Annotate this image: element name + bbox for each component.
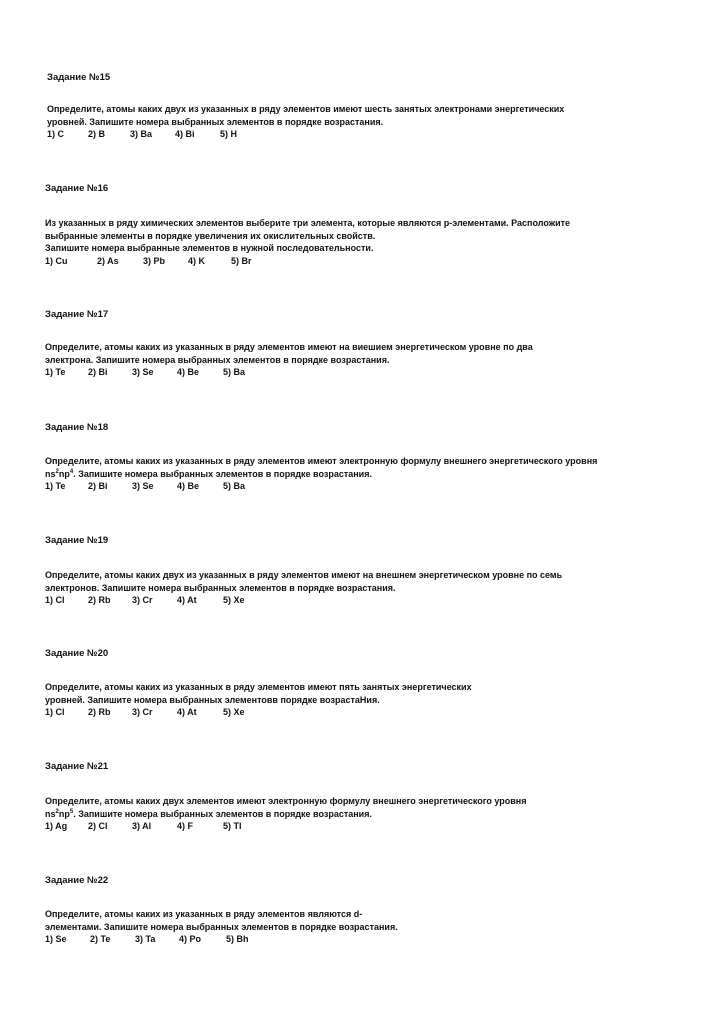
answer-option: 2) Rb <box>88 595 111 605</box>
answer-option: 4) K <box>188 255 206 266</box>
task-22 <box>45 875 665 946</box>
question-line: уровней. Запишите номера выбранных элементов в порядке возрастания. <box>47 116 384 127</box>
answer-option: 2) B <box>88 129 106 139</box>
answer-option: 4) Po <box>179 934 202 944</box>
answer-options <box>45 366 665 379</box>
formula-np: np <box>58 808 70 819</box>
question-line: элементами. Запишите номера выбранных элементов в порядке возрастания. <box>45 921 398 932</box>
formula-line <box>45 808 665 821</box>
task-16 <box>45 183 665 267</box>
answer-option: 5) Ba <box>223 367 246 377</box>
task-title: Задание №17 <box>45 309 109 320</box>
formula-np-exponent: 5 <box>69 808 74 815</box>
formula-ns: ns <box>45 468 56 479</box>
task-title: Задание №22 <box>45 875 109 886</box>
answer-option: 2) Bi <box>88 481 108 491</box>
answer-option: 5) Br <box>231 255 252 266</box>
formula-ns-exponent: 2 <box>55 468 59 475</box>
answer-option: 4) Be <box>177 367 200 377</box>
answer-option: 4) Be <box>177 481 200 491</box>
answer-option: 3) Ba <box>130 129 153 139</box>
formula-ns-exponent: 2 <box>55 808 59 815</box>
answer-option: 2) Bi <box>88 367 108 377</box>
task-title: Задание №19 <box>45 535 109 546</box>
task-19 <box>45 535 665 607</box>
answer-options <box>45 480 665 493</box>
answer-option: 4) Bi <box>175 129 195 139</box>
task-18 <box>45 422 665 493</box>
question-line: Определите, атомы каких из указанных в ряду элементов являются d- <box>45 909 363 919</box>
answer-options <box>45 255 665 268</box>
answer-option: 3) Pb <box>143 255 166 266</box>
answer-option: 5) Xe <box>223 707 245 717</box>
formula-np: np <box>58 468 70 479</box>
answer-option: 5) Tl <box>223 821 242 831</box>
answer-option: 4) F <box>177 821 194 831</box>
answer-option: 5) H <box>220 129 238 139</box>
answer-options <box>45 933 665 946</box>
question-line: электрона. Запишите номера выбранных элементов в порядке возрастания. <box>45 354 390 365</box>
question-line: Определите, атомы каких двух элементов имеют электронную формулу внешнего энергетического уровня <box>45 796 527 806</box>
formula-ns: ns <box>45 808 56 819</box>
task-title: Задание №21 <box>45 761 109 772</box>
answer-options <box>45 594 665 607</box>
question-line: электронов. Запишите номера выбранных элементов в порядке возрастания. <box>45 582 396 593</box>
task-question <box>47 103 667 128</box>
answer-option: 3) Se <box>132 481 154 491</box>
answer-option: 1) Te <box>45 367 66 377</box>
answer-option: 5) Bh <box>226 934 249 944</box>
task-title: Задание №16 <box>45 183 109 194</box>
question-line: Из указанных в ряду химических элементов выберите три элемента, которые являются p-элементами. Расположите <box>45 218 571 228</box>
answer-option: 2) Cl <box>88 821 108 831</box>
formula-np-exponent: 4 <box>69 468 74 475</box>
task-15 <box>47 72 667 141</box>
task-question <box>45 681 665 706</box>
answer-option: 5) Xe <box>223 595 245 605</box>
question-line-rest: . Запишите номера выбранных элементов в порядке возрастания. <box>73 468 372 479</box>
task-title: Задание №15 <box>47 72 111 83</box>
answer-option: 4) At <box>177 707 197 717</box>
formula-line <box>45 468 665 481</box>
task-21 <box>45 761 665 833</box>
answer-option: 2) Rb <box>88 707 111 717</box>
answer-option: 1) Cl <box>45 707 65 717</box>
task-title: Задание №20 <box>45 648 109 659</box>
answer-option: 3) Ta <box>135 934 156 944</box>
question-line: уровней. Запишите номера выбранных элементовв порядке возрастаНия. <box>45 694 380 705</box>
answer-option: 1) Se <box>45 934 67 944</box>
answer-option: 3) Cr <box>132 595 153 605</box>
task-20 <box>45 648 665 719</box>
task-question <box>45 341 665 366</box>
question-line: Определите, атомы каких из указанных в ряду элементов имеют пять занятых энергетических <box>45 682 472 692</box>
answer-options <box>45 706 665 719</box>
task-question <box>45 569 665 594</box>
answer-options <box>47 128 667 141</box>
answer-option: 1) Te <box>45 481 66 491</box>
question-line: Определите, атомы каких из указанных в ряду элементов имеют на виешием энергетическом уровне по два <box>45 342 533 352</box>
task-title: Задание №18 <box>45 422 109 433</box>
answer-option: 2) Te <box>90 934 111 944</box>
question-line: Определите, атомы каких двух из указанных в ряду элементов имеют шесть занятых электронами энергетических <box>47 104 565 114</box>
answer-option: 2) As <box>97 255 119 266</box>
answer-option: 3) Cr <box>132 707 153 717</box>
answer-option: 1) Cu <box>45 255 68 266</box>
answer-option: 4) At <box>177 595 197 605</box>
question-line: выбранные элементы в порядке увеличения их окислительных свойств. <box>45 230 376 241</box>
answer-option: 3) Se <box>132 367 154 377</box>
task-17 <box>45 309 665 379</box>
answer-option: 3) Al <box>132 821 152 831</box>
question-line: Определите, атомы каких из указанных в ряду элементов имеют электронную формулу внешнего энергетического уровня <box>45 456 598 466</box>
answer-option: 1) C <box>47 129 65 139</box>
task-question <box>45 795 665 820</box>
question-line-rest: . Запишите номера выбранных элементов в порядке возрастания. <box>73 808 372 819</box>
answer-options <box>45 820 665 833</box>
answer-option: 1) Ag <box>45 821 68 831</box>
task-question <box>45 217 665 255</box>
question-line: Определите, атомы каких двух из указанных в ряду элементов имеют на внешнем энергетическом уровне по семь <box>45 570 563 580</box>
question-line: Запишите номера выбранные элементов в нужной последовательности. <box>45 243 374 253</box>
answer-option: 1) Cl <box>45 595 65 605</box>
answer-option: 5) Ba <box>223 481 246 491</box>
task-question <box>45 455 665 480</box>
task-question <box>45 908 665 933</box>
